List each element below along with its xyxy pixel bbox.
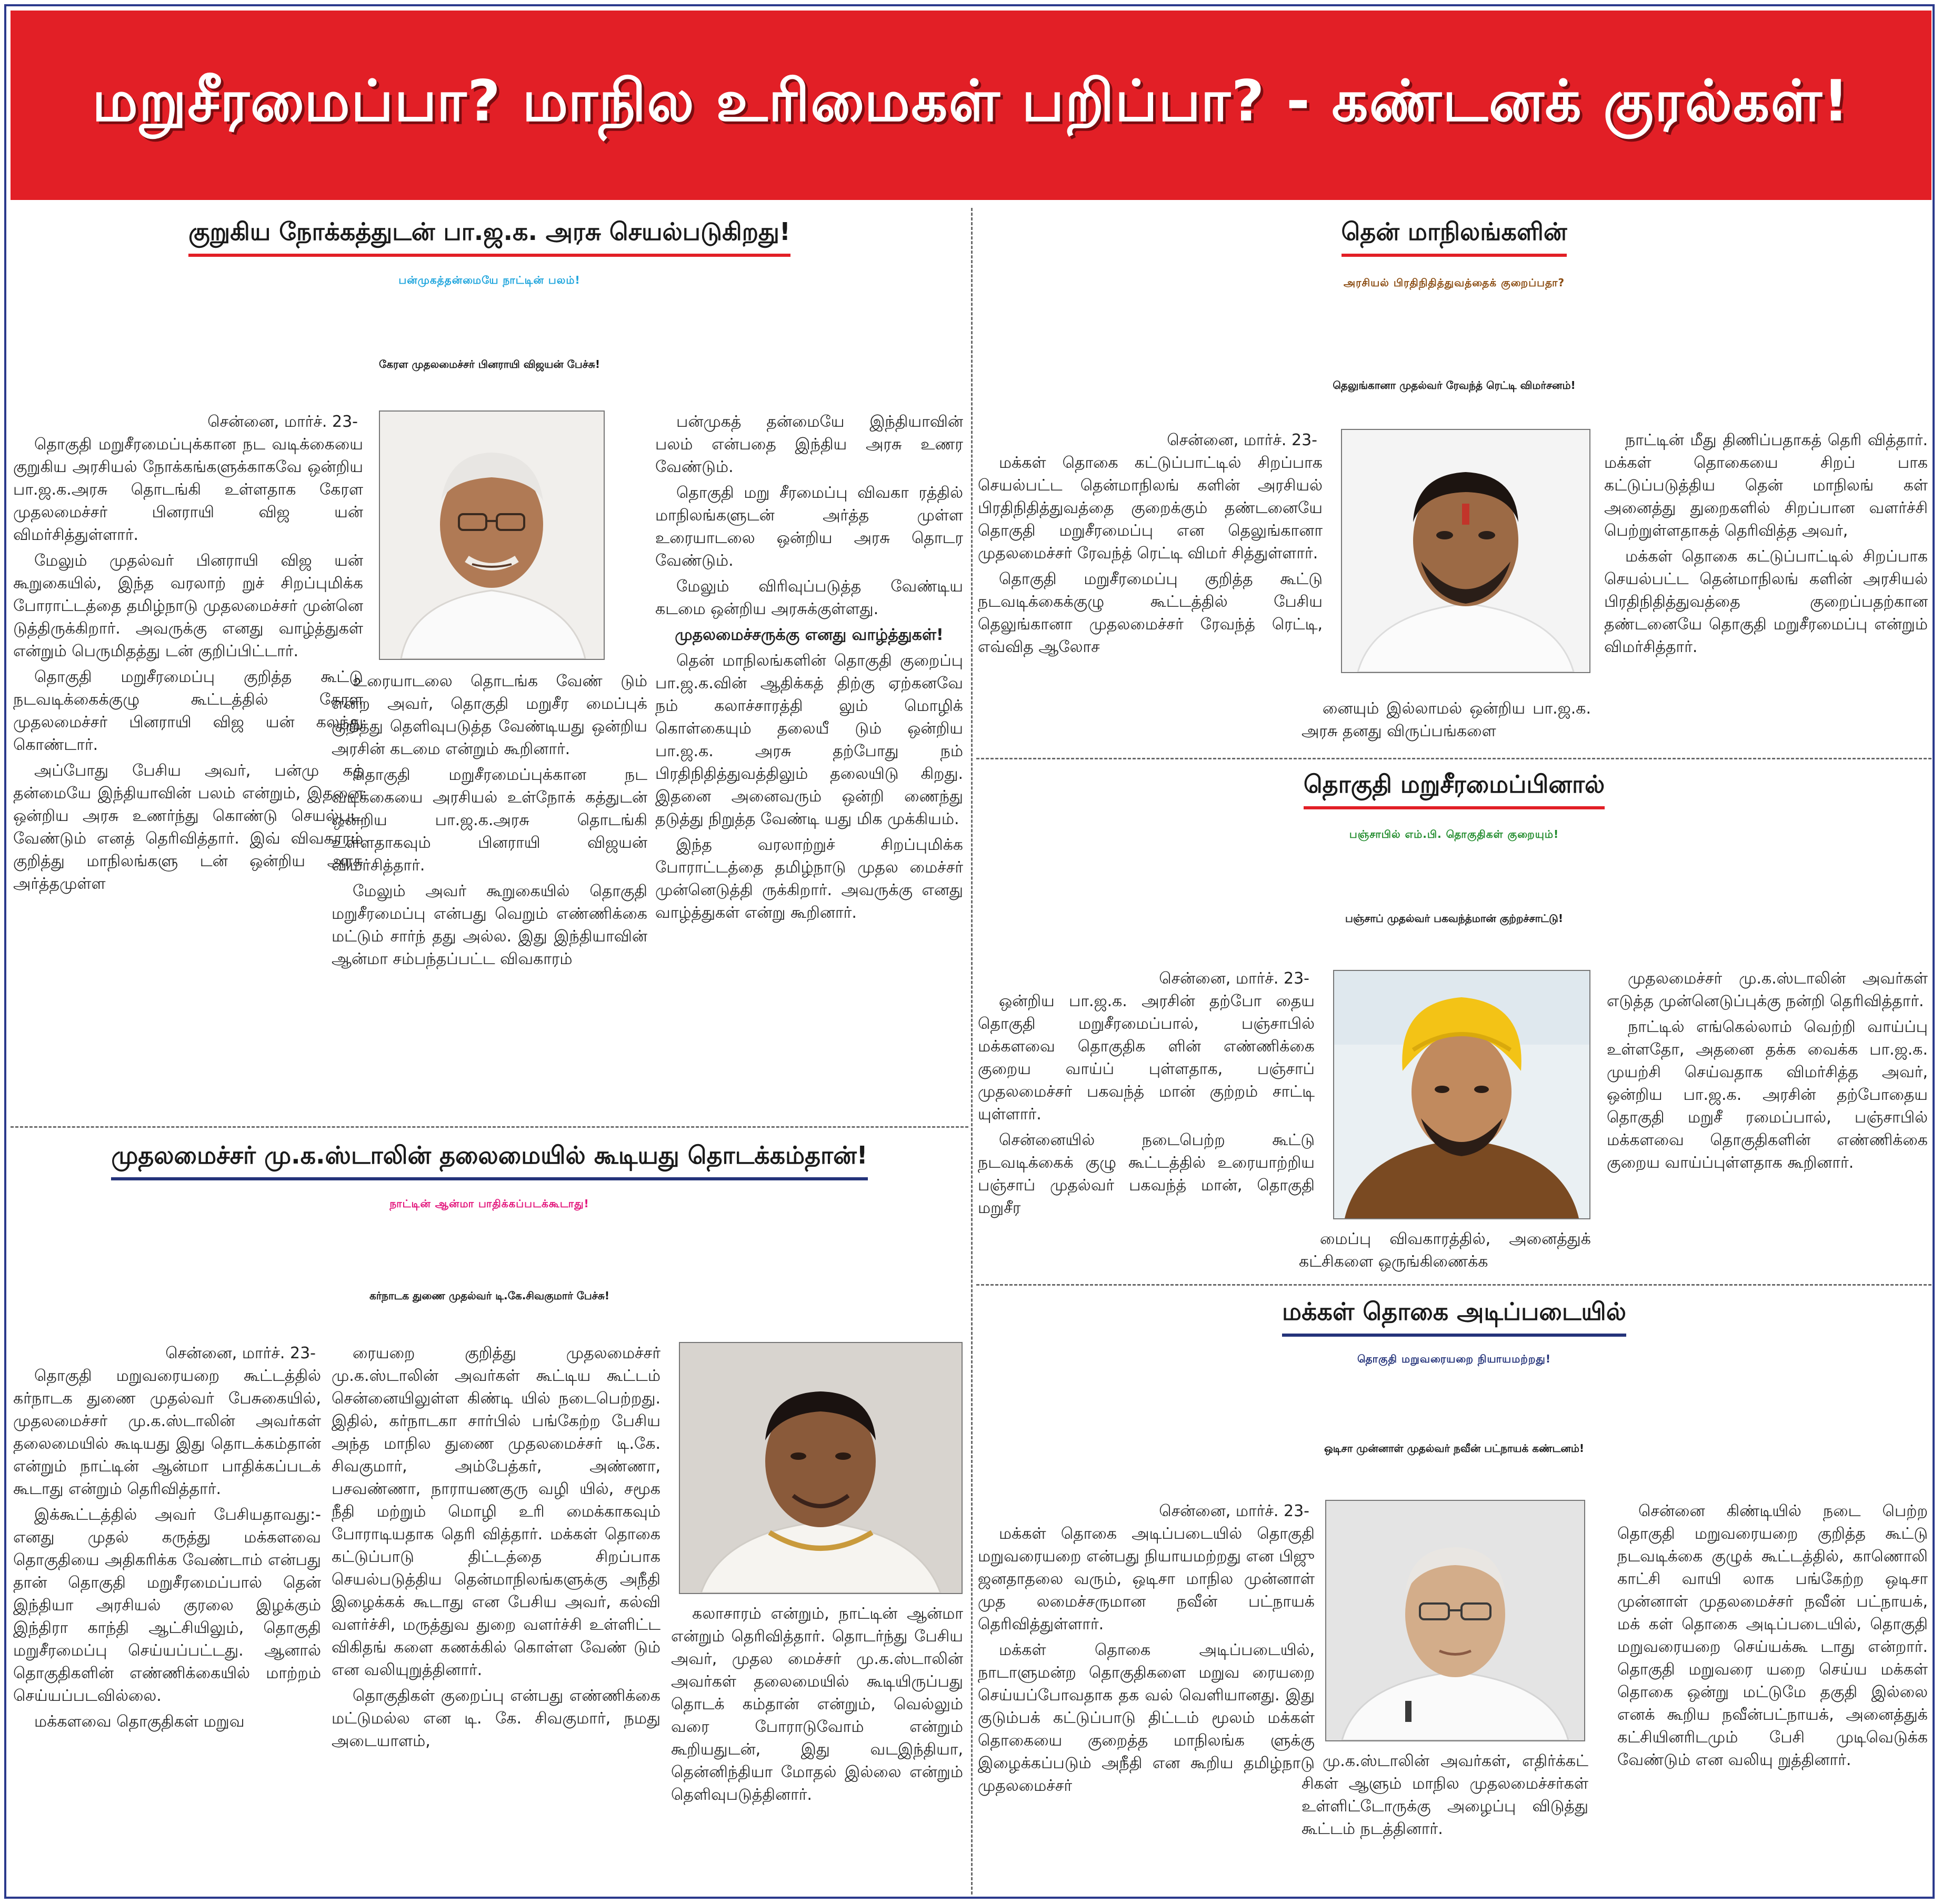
karnataka-article bbox=[13, 1131, 966, 1897]
kerala-dateline: சென்னை, மார்ச். 23- bbox=[207, 413, 358, 431]
center-divider bbox=[971, 208, 973, 1895]
karnataka-column-2 bbox=[332, 1342, 660, 1895]
banner-title: மறுசீரமைப்பா? மாநில உரிமைகள் பறிப்பா? - கண்டனக் குரல்கள்! bbox=[92, 68, 1850, 134]
paragraph: நாட்டில் எங்கெல்லாம் வெற்றி வாய்ப்பு உள்ளதோ, அதனை தக்க வைக்க பா.ஜ.க. முயற்சி செய்வதாக விமர்சித்த அவர், ஒன்றிய பா.ஜ.க. அரசின் தற்போதைய தொகுதி மறுசீ ரமைப்பால், பஞ்சாபில் மக்களவை தொகுதிகளின் எண்ணிக்கை குறைய வாய்ப்புள்ளதாக கூறினார். bbox=[1607, 1018, 1928, 1172]
naveen-patnaik-photo bbox=[1325, 1500, 1585, 1741]
paragraph: மக்களவை தொகுதிகள் மறுவ bbox=[34, 1712, 245, 1731]
telangana-column-3 bbox=[1604, 429, 1928, 750]
punjab-subhead: பஞ்சாப் முதல்வர் பகவந்த்மான் குற்றச்சாட்டு! bbox=[1345, 912, 1564, 925]
left-section-divider bbox=[11, 1126, 968, 1128]
karnataka-kicker: முதலமைச்சர் மு.க.ஸ்டாலின் தலைமையில் கூடியது தொடக்கம்தான்! bbox=[13, 1141, 966, 1180]
paragraph: உரையாடலை தொடங்க வேண் டும் என்ற அவர், தொகுதி மறுசீர மைப்புக் குறித்து தெளிவுபடுத்த வேண்டியது ஒன்றிய அரசின் கடமை என்றும் கூறினார். bbox=[332, 672, 647, 758]
punjab-column-2 bbox=[1299, 1228, 1591, 1278]
paragraph: மேலும் அவர் கூறுகையில் தொகுதி மறுசீரமைப்பு என்பது வெறும் எண்ணிக்கை மட்டும் சார்ந் தது அல்ல. இது இந்தியாவின் ஆன்மா சம்பந்தப்பட்ட விவகாரம் bbox=[332, 882, 647, 968]
odisha-subhead: ஒடிசா முன்னாள் முதல்வர் நவீன் பட்நாயக் கண்டனம்! bbox=[1324, 1442, 1585, 1455]
kerala-article bbox=[13, 208, 966, 1124]
paragraph: மேலும் விரிவுப்படுத்த வேண்டிய கடமை ஒன்றிய அரசுக்குள்ளது. bbox=[655, 577, 963, 618]
paragraph: மக்கள் தொகை அடிப்படையில், நாடாளுமன்ற தொகுதிகளை மறுவ ரையறை செய்யப்போவதாக தக வல் வெளியானது. இது குடும்பக் கட்டுப்பாடு திட்டம் மூலம் மக்கள் தொகையை குறைத்த மாநிலங்க ளுக்கு இழைக்கப்படும் அநீதி என கூறிய தமிழ்நாடு முதலமைச்சர் bbox=[978, 1641, 1315, 1795]
right-section-divider-2 bbox=[976, 1284, 1931, 1286]
paragraph: மைப்பு விவகாரத்தில், அனைத்துக் கட்சிகளை ஒருங்கிணைக்க bbox=[1299, 1230, 1591, 1271]
punjab-kicker: தொகுதி மறுசீரமைப்பினால் bbox=[978, 770, 1930, 809]
paragraph: மு.க.ஸ்டாலின் அவர்கள், எதிர்க்கட் சிகள் ஆளும் மாநில முதலமைச்சர்கள் உள்ளிட்டோருக்கு அழைப்பு விடுத்து கூட்டம் நடத்தினார். bbox=[1302, 1752, 1588, 1838]
punjab-column-3 bbox=[1607, 967, 1928, 1278]
paragraph: தொகுதி மறுசீரமைப்புக்கான நட வடிக்கையை குறுகிய அரசியல் நோக்கங்களுக்காகவே ஒன்றிய பா.ஜ.க.அரசு தொடங்கி உள்ளதாக கேரள முதலமைச்சர் பினராயி விஜ யன் விமர்சித்துள்ளார். bbox=[13, 435, 363, 544]
karnataka-column-3 bbox=[671, 1602, 963, 1895]
paragraph: தொகுதி மறுசீரமைப்புக்கான நட வடிக்கையை அரசியல் உள்நோக் கத்துடன் ஒன்றிய பா.ஜ.க.அரசு தொடங்கி உள்ளதாகவும் பினராயி விஜயன் விமர்சித்தார். bbox=[332, 766, 647, 875]
dk-shivakumar-photo bbox=[679, 1342, 963, 1594]
pinarayi-vijayan-photo bbox=[379, 410, 605, 660]
paragraph: நாட்டின் மீது திணிப்பதாகத் தெரி வித்தார். மக்கள் தொகையை சிறப் பாக கட்டுப்படுத்திய தென் மாநிலங் கள் அனைத்து துறைகளில் சிறப்பான வளர்ச்சி பெற்றுள்ளதாகத் தெரிவித்த அவர், bbox=[1604, 431, 1928, 540]
paragraph: இந்த வரலாற்றுச் சிறப்புமிக்க போராட்டத்தை தமிழ்நாடு முதல மைச்சர் முன்னெடுத்தி ருக்கிறார். அவருக்கு எனது வாழ்த்துகள் என்று கூறினார். bbox=[655, 836, 963, 922]
paragraph: சென்னை கிண்டியில் நடை பெற்ற தொகுதி மறுவரையறை குறித்த கூட்டு நடவடிக்கை குழுக் கூட்டத்தில், காணொலி காட்சி வாயி லாக பங்கேற்ற ஒடிசா முன்னாள் முதலமைச்சர் நவீன் பட்நாயக், மக் கள் தொகை அடிப்படையில், தொகுதி மறுவரையறை செய்யக்கூ டாது என்றார். தொகுதி மறுவரை யறை செய்ய மக்கள் தொகை ஒன்று மட்டுமே தகுதி இல்லை எனக் கூறிய நவீன்பட்நாயக், அனைத்துக் கட்சியினரிடமும் பேசி முடிவெடுக்க வேண்டும் என வலியு றுத்தினார். bbox=[1617, 1502, 1928, 1769]
paragraph: அப்போது பேசிய அவர், பன்மு கத் தன்மையே இந்தியாவின் பலம் என்றும், இதனை ஒன்றிய அரசு உணர்ந்து கொண்டு செயல்பட வேண்டும் எனத் தெரிவித்தார். இவ் விவகாரம் குறித்து மாநிலங்களு டன் ஒன்றிய அரசு அர்த்தமுள்ள bbox=[13, 761, 363, 893]
telangana-kicker: தென் மாநிலங்களின் bbox=[978, 217, 1930, 257]
paragraph: மக்கள் தொகை அடிப்படையில் தொகுதி மறுவரையறை என்பது நியாயமற்றது என பிஜு ஜனதாதலை வரும், ஒடிசா மாநில முன்னாள் முத லமைச்சருமான நவீன் பட்நாயக் தெரிவித்துள்ளார். bbox=[978, 1525, 1315, 1634]
odisha-kicker: மக்கள் தொகை அடிப்படையில் bbox=[978, 1297, 1930, 1337]
revanth-reddy-photo bbox=[1341, 429, 1590, 673]
odisha-article bbox=[978, 1289, 1930, 1897]
punjab-article bbox=[978, 762, 1930, 1280]
right-section-divider-1 bbox=[976, 758, 1931, 759]
odisha-column-2 bbox=[1302, 1750, 1588, 1895]
odisha-column-3 bbox=[1617, 1500, 1928, 1895]
paragraph: கலாசாரம் என்றும், நாட்டின் ஆன்மா என்றும் தெரிவித்தார். தொடர்ந்து பேசிய அவர், முதல மைச்சர் மு.க.ஸ்டாலின் அவர்கள் தலைமையில் கூடியிருப்பது தொடக் கம்தான் என்றும், வெல்லும் வரை போராடுவோம் என்றும் கூறியதுடன், இது வடஇந்தியா, தென்னிந்தியா மோதல் இல்லை என்றும் தெளிவுபடுத்தினார். bbox=[671, 1605, 963, 1804]
paragraph: சென்னையில் நடைபெற்ற கூட்டு நடவடிக்கைக் குழு கூட்டத்தில் உரையாற்றிய பஞ்சாப் முதல்வர் பகவந்த் மான், தொகுதி மறுசீர bbox=[978, 1131, 1315, 1217]
telangana-headline: அரசியல் பிரதிநிதித்துவத்தைக் குறைப்பதா? bbox=[1343, 276, 1565, 289]
paragraph: தொகுதி மறுசீரமைப்பு குறித்த கூட்டு நடவடிக்கைக்குழு கூட்டத்தில் கேரள முதலமைச்சர் பினராயி விஜ யன் கலந்து கொண்டார். bbox=[13, 668, 363, 754]
paragraph: தொகுதி மறுசீரமைப்பு குறித்த கூட்டு நடவடிக்கைக்குழு கூட்டத்தில் பேசிய தெலுங்கானா முதலமைச்சர் ரேவந்த் ரெட்டி, எவ்வித ஆலோச bbox=[978, 570, 1323, 656]
kerala-column-1 bbox=[13, 410, 363, 1116]
odisha-dateline: சென்னை, மார்ச். 23- bbox=[1159, 1502, 1309, 1520]
telangana-dateline: சென்னை, மார்ச். 23- bbox=[1167, 431, 1317, 449]
kerala-headline: பன்முகத்தன்மையே நாட்டின் பலம்! bbox=[398, 274, 580, 286]
paragraph: தொகுதி மறு சீரமைப்பு விவகா ரத்தில் மாநிலங்களுடன் அர்த்த முள்ள உரையாடலை ஒன்றிய அரசு தொடர வேண்டும். bbox=[655, 484, 963, 570]
paragraph: மேலும் முதல்வர் பினராயி விஜ யன் கூறுகையில், இந்த வரலாற் றுச் சிறப்புமிக்க போராட்டத்தை தமிழ்நாடு முதலமைச்சர் முன்னெ டுத்திருக்கிறார். அவருக்கு எனது வாழ்த்துகள் என்றும் பெருமிதத்து டன் குறிப்பிட்டார். bbox=[13, 552, 363, 660]
page-banner bbox=[11, 11, 1931, 200]
telangana-subhead: தெலுங்கானா முதல்வர் ரேவந்த் ரெட்டி விமர்சனம்! bbox=[1333, 379, 1576, 392]
kerala-kicker: குறுகிய நோக்கத்துடன் பா.ஜ.க. அரசு செயல்படுகிறது! bbox=[13, 217, 966, 257]
karnataka-dateline: சென்னை, மார்ச். 23- bbox=[165, 1344, 316, 1362]
punjab-headline: பஞ்சாபில் எம்.பி. தொகுதிகள் குறையும்! bbox=[1349, 828, 1559, 840]
odisha-headline: தொகுதி மறுவரையறை நியாயமற்றது! bbox=[1357, 1352, 1551, 1365]
telangana-column-2 bbox=[1302, 697, 1591, 750]
paragraph: தொகுதி மறுவரையறை கூட்டத்தில் கர்நாடக துணை முதல்வர் பேசுகையில், முதலமைச்சர் மு.க.ஸ்டாலின் அவர்கள் தலைமையில் கூடியது இது தொடக்கம்தான் என்றும் நாட்டின் ஆன்மா பாதிக்கப்படக் கூடாது என்றும் தெரிவித்தார். bbox=[13, 1367, 321, 1498]
paragraph: தொகுதிகள் குறைப்பு என்பது எண்ணிக்கை மட்டுமல்ல என டி. கே. சிவகுமார், நமது அடையாளம், bbox=[332, 1687, 660, 1750]
paragraph: முதலமைச்சர் மு.க.ஸ்டாலின் அவர்கள் எடுத்த முன்னெடுப்புக்கு நன்றி தெரிவித்தார். bbox=[1607, 969, 1928, 1010]
paragraph: தென் மாநிலங்களின் தொகுதி குறைப்பு பா.ஜ.க.வின் ஆதிக்கத் திற்கு ஏற்கனவே நம் கலாச்சாரத்தி லும் மொழிக் கொள்கையும் தலையீ டும் ஒன்றிய பா.ஜ.க. அரசு தற்போது நம் பிரதிநிதித்துவத்திலும் தலையிடு கிறது. இதனை அனைவரும் ஒன்றி ணைந்து தடுத்து நிறுத்த வேண்டி யது மிக முக்கியம். bbox=[655, 652, 963, 828]
kerala-inline-subhead: முதலமைச்சருக்கு எனது வாழ்த்துகள்! bbox=[675, 626, 944, 644]
punjab-column-1 bbox=[978, 967, 1315, 1278]
kerala-column-2 bbox=[332, 670, 647, 1117]
paragraph: ஒன்றிய பா.ஜ.க. அரசின் தற்போ தைய தொகுதி மறுசீரமைப்பால், பஞ்சாபில் மக்களவை தொகுதிக ளின் எண்ணிக்கை குறைய வாய்ப் புள்ளதாக, பஞ்சாப் முதலமைச்சர் பகவந்த் மான் குற்றம் சாட்டி யுள்ளார். bbox=[978, 992, 1315, 1124]
telangana-article bbox=[978, 208, 1930, 755]
paragraph: மக்கள் தொகை கட்டுப்பாட்டில் சிறப்பாக செயல்பட்ட தென்மாநிலங் களின் அரசியல் பிரதிநிதித்துவத்தை குறைக்கும் தண்டனையே தொகுதி மறுசீரமைப்பு என தெலுங்கானா முதலமைச்சர் ரேவந்த் ரெட்டி விமர் சித்துள்ளார். bbox=[978, 454, 1323, 563]
paragraph: ரையறை குறித்து முதலமைச்சர் மு.க.ஸ்டாலின் அவர்கள் கூட்டிய கூட்டம் சென்னையிலுள்ள கிண்டி யில் நடைபெற்றது. இதில், கர்நாடகா சார்பில் பங்கேற்ற பேசிய அந்த மாநில துணை முதலமைச்சர் டி.கே. சிவகுமார், அம்பேத்கர், அண்ணா, பசவண்ணா, நாராயணகுரு வழி யில், சமூக நீதி மற்றும் மொழி உரி மைக்காகவும் போராடியதாக தெரி வித்தார். மக்கள் தொகை கட்டுப்பாடு திட்டத்தை சிறப்பாக செயல்படுத்திய தென்மாநிலங்களுக்கு அநீதி இழைக்கக் கூடாது என பேசிய அவர், கல்வி வளர்ச்சி, மருத்துவ துறை வளர்ச்சி உள்ளிட்ட விகிதங் களை கணக்கில் கொள்ள வேண் டும் என வலியுறுத்தினார். bbox=[332, 1344, 660, 1679]
telangana-column-1 bbox=[978, 429, 1323, 750]
kerala-subhead: கேரள முதலமைச்சர் பினராயி விஜயன் பேச்சு! bbox=[379, 358, 600, 370]
paragraph: இக்கூட்டத்தில் அவர் பேசியதாவது:- எனது முதல் கருத்து மக்களவை தொகுதியை அதிகரிக்க வேண்டாம் என்பது தான் தொகுதி மறுசீரமைப்பால் தென் இந்தியா அரசியல் குரலை இழக்கும் இந்திரா காந்தி ஆட்சியிலும், தொகுதி மறுசீரமைப்பு செய்யப்பட்டது. ஆனால் தொகுதிகளின் எண்ணிக்கையில் மாற்றம் செய்யப்படவில்லை. bbox=[13, 1506, 321, 1705]
bhagwant-mann-photo bbox=[1333, 970, 1590, 1219]
punjab-dateline: சென்னை, மார்ச். 23- bbox=[1159, 969, 1309, 988]
karnataka-column-1 bbox=[13, 1342, 321, 1895]
paragraph: பன்முகத் தன்மையே இந்தியாவின் பலம் என்பதை இந்திய அரசு உணர வேண்டும். bbox=[655, 413, 963, 476]
karnataka-subhead: கர்நாடக துணை முதல்வர் டி.கே.சிவகுமார் பேச்சு! bbox=[369, 1289, 610, 1302]
kerala-column-3 bbox=[655, 410, 963, 1116]
paragraph: னையும் இல்லாமல் ஒன்றிய பா.ஜ.க. அரசு தனது விருப்பங்களை bbox=[1302, 699, 1591, 740]
paragraph: மக்கள் தொகை கட்டுப்பாட்டில் சிறப்பாக செயல்பட்ட தென்மாநிலங் களின் அரசியல் பிரதிநிதித்துவத்தை குறைப்பதற்கான தண்டனையே தொகுதி மறுசீரமைப்பு என்றும் விமர்சித்தார். bbox=[1604, 547, 1928, 656]
karnataka-headline: நாட்டின் ஆன்மா பாதிக்கப்படக்கூடாது! bbox=[389, 1197, 589, 1210]
odisha-column-1 bbox=[978, 1500, 1315, 1895]
